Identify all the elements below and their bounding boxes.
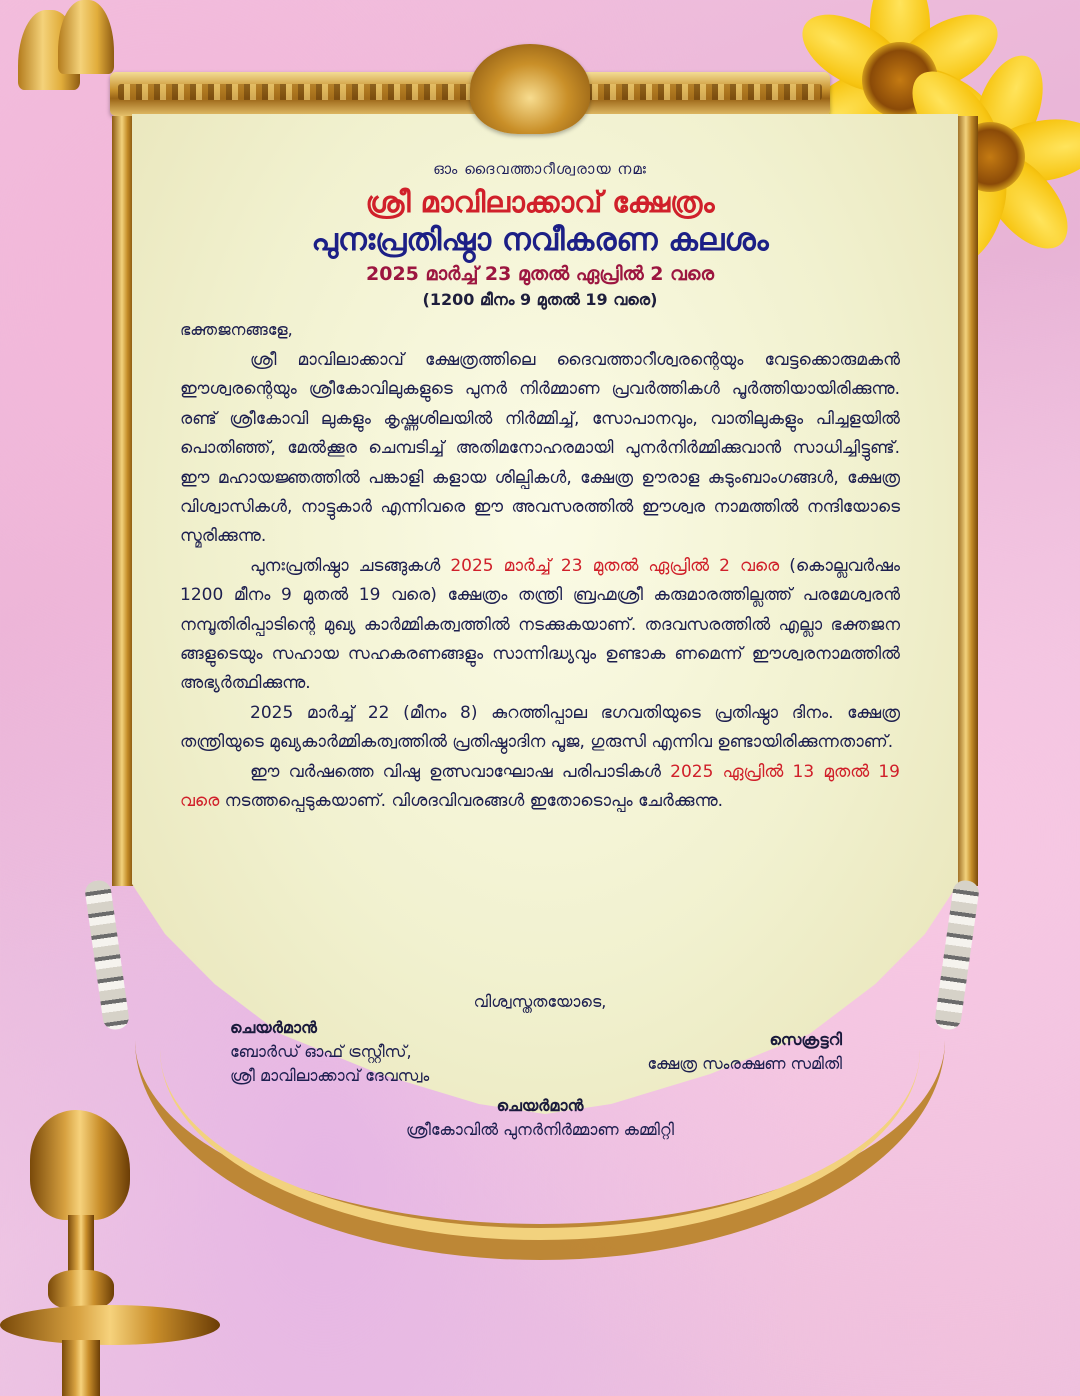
signatory-1-role: ചെയർമാൻ	[230, 1018, 317, 1037]
bell-right	[58, 0, 114, 74]
paragraph-2-highlight-dates: 2025 മാർച്ച് 23 മുതൽ ഏപ്രിൽ 2 വരെ	[450, 555, 780, 576]
signatory-3-line-1: ശ്രീകോവിൽ പുനർനിർമ്മാണ കമ്മിറ്റി	[405, 1120, 675, 1139]
signatory-1-line-1: ബോർഡ് ഓഫ് ട്രസ്റ്റീസ്,	[230, 1042, 412, 1061]
event-dates: 2025 മാർച്ച് 23 മുതൽ ഏപ്രിൽ 2 വരെ	[366, 263, 714, 285]
event-title: പുനഃപ്രതിഷ്ഠാ നവീകരണ കലശം	[311, 222, 769, 258]
signatory-3	[180, 1094, 900, 1142]
event-dates-malayalam-era: (1200 മീനം 9 മുതൽ 19 വരെ)	[422, 290, 658, 309]
closing: വിശ്വസ്തതയോടെ,	[473, 992, 607, 1011]
paragraph-3: 2025 മാർച്ച് 22 (മീനം 8) കുറത്തിപ്പാല ഭഗവതിയുടെ പ്രതിഷ്ഠാ ദിനം. ക്ഷേത്ര തന്ത്രിയുടെ മുഖ്യകാർമ്മികത്വത്തിൽ പ്രതിഷ്ഠാദിന പൂജ, ഗുരുസി എന്നിവ ഉണ്ടായിരിക്കുന്നതാണ്.	[180, 702, 900, 753]
temple-title: ശ്രീ മാവിലാക്കാവ് ക്ഷേത്രം	[365, 185, 715, 219]
signatory-2-role: സെക്രട്ടറി	[769, 1030, 842, 1049]
crest-ornament	[470, 44, 590, 134]
frame-left-border	[112, 116, 134, 886]
invocation: ഓം ദൈവത്താറീശ്വരായ നമഃ	[433, 160, 647, 178]
paragraph-4-highlight-dates: 2025 ഏപ്രിൽ 13 മുതൽ 19 വരെ	[180, 761, 900, 812]
signatory-3-role: ചെയർമാൻ	[496, 1096, 584, 1115]
signatory-1	[230, 1016, 429, 1088]
paragraph-4	[180, 758, 900, 817]
paragraph-2-text-rest: (കൊല്ലവർഷം 1200 മീനം 9 മുതൽ 19 വരെ) ക്ഷേത്രം തന്ത്രി ബ്രഹ്മശ്രീ കരുമാരത്തില്ലത്ത് പരമേശ്വരൻ നമ്പൂതിരിപ്പാടിന്റെ മുഖ്യ കാർമ്മികത്വത്തിൽ നടക്കുകയാണ്. തദവസരത്തിൽ എല്ലാ ഭക്തജന ങ്ങളുടെയും സഹായ സഹകരണങ്ങളും സാന്നിദ്ധ്യവും ഉണ്ടാക ണമെന്ന് ഈശ്വരനാമത്തിൽ അഭ്യർത്ഥിക്കുന്നു.	[180, 555, 900, 694]
paragraph-4-text: ഈ വർഷത്തെ വിഷു ഉത്സവാഘോഷ പരിപാടികൾ	[250, 761, 671, 782]
signatory-1-line-2: ശ്രീ മാവിലാക്കാവ് ദേവസ്വം	[230, 1066, 430, 1085]
paragraph-2-text: പുനഃപ്രതിഷ്ഠാ ചടങ്ങുകൾ	[250, 555, 451, 576]
signatory-2-line-1: ക്ഷേത്ര സംരക്ഷണ സമിതി	[647, 1054, 842, 1073]
greeting: ഭക്തജനങ്ങളേ,	[180, 320, 293, 339]
chain-left	[84, 879, 131, 1031]
frame-right-border	[956, 116, 978, 886]
paragraph-1: ശ്രീ മാവിലാക്കാവ് ക്ഷേത്രത്തിലെ ദൈവത്താറീശ്വരന്റെയും വേട്ടക്കൊരുമകൻ ഈശ്വരന്റെയും ശ്രീകോവിലുകളുടെ പുനർ നിർമ്മാണ പ്രവർത്തികൾ പൂർത്തിയായിരിക്കുന്നു. രണ്ട് ശ്രീകോവി ലുകളും കൃഷ്ണശിലയിൽ നിർമ്മിച്ച്, സോപാനവും, വാതിലുകളും പിച്ചളയിൽ പൊതിഞ്ഞ്, മേൽക്കൂര ചെമ്പടിച്ച് അതിമനോഹരമായി പുനർനിർമ്മിക്കുവാൻ സാധിച്ചിട്ടുണ്ട്. ഈ മഹായജ്ഞത്തിൽ പങ്കാളി കളായ ശില്പികൾ, ക്ഷേത്ര ഊരാള കുടുംബാംഗങ്ങൾ, ക്ഷേത്ര വിശ്വാസികൾ, നാട്ടുകാർ എന്നിവരെ ഈ അവസരത്തിൽ ഈശ്വര നാമത്തിൽ നന്ദിയോടെ സ്മരിക്കുന്നു.	[180, 350, 900, 547]
signatory-2	[580, 1028, 842, 1076]
letter-content	[180, 160, 900, 817]
paragraph-4-text-rest: നടത്തപ്പെടുകയാണ്. വിശദവിവരങ്ങൾ ഇതോടൊപ്പം ചേർക്കുന്നു.	[219, 791, 724, 812]
paragraph-2	[180, 552, 900, 699]
